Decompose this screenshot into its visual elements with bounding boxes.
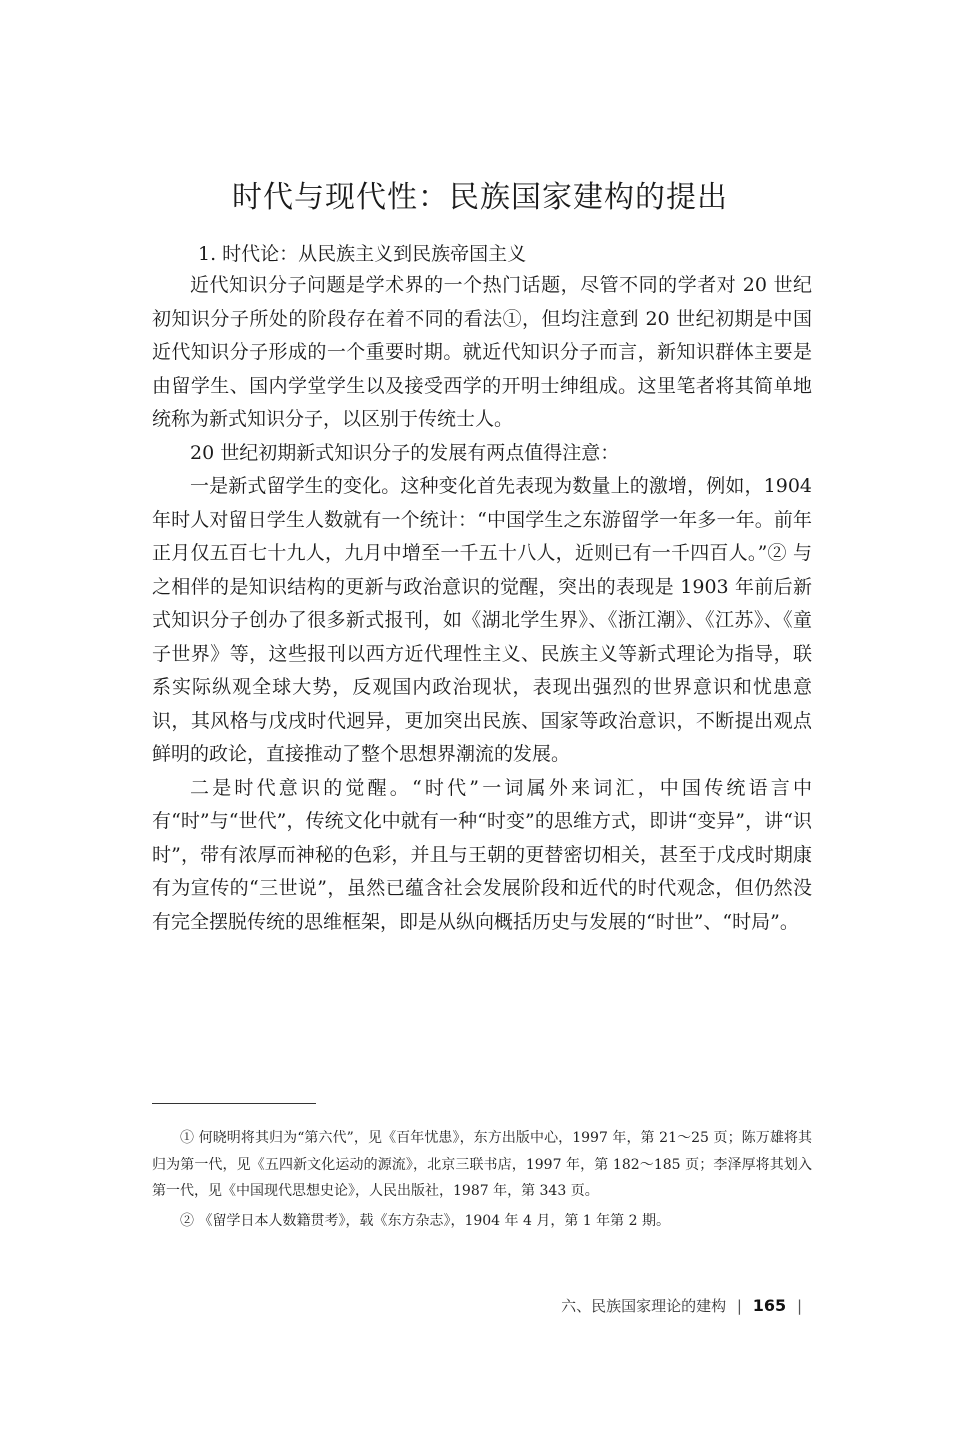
- paragraph-4: 二是时代意识的觉醒。“时代”一词属外来词汇，中国传统语言中有“时”与“世代”，传统文化中就有一种“时变”的思维方式，即讲“变异”，讲“识时”，带有浓厚而神秘的色彩，并且与王朝的更替密切相关，甚至于戊戌时期康有为宣传的“三世说”，虽然已蕴含社会发展阶段和近代的时代观念，但仍然没有完全摆脱传统的思维框架，即是从纵向概括历史与发展的“时世”、“时局”。: [152, 776, 812, 933]
- chapter-title: 六、民族国家理论的建构: [561, 1297, 727, 1315]
- page-title: 时代与现代性：民族国家建构的提出: [232, 180, 728, 215]
- footnote-2: ② 《留学日本人数籍贯考》，载《东方杂志》，1904 年 4 月，第 1 年第 2 期。: [180, 1212, 670, 1229]
- body-text: [152, 269, 812, 939]
- paragraph-2: 20 世纪初期新式知识分子的发展有两点值得注意：: [190, 441, 620, 464]
- footnote-divider: [152, 1103, 316, 1104]
- footer-separator: |: [736, 1297, 742, 1315]
- paragraph-3: 一是新式留学生的变化。这种变化首先表现为数量上的激增，例如，1904 年时人对留日学生人数就有一个统计：“中国学生之东游留学一年多一年。前年正月仅五百七十九人，九月中增至一千五十八人，近则已有一千四百人。”② 与之相伴的是知识结构的更新与政治意识的觉醒，突出的表现是 1903 年前后新式知识分子创办了很多新式报刊，如《湖北学生界》、《浙江潮》、《江苏》、《童子世界》等，这些报刊以西方近代理性主义、民族主义等新式理论为指导，联系实际纵观全球大势，反观国内政治现状，表现出强烈的世界意识和忧患意识，其风格与戊戌时代迥异，更加突出民族、国家等政治意识，不断提出观点鲜明的政论，直接推动了整个思想界潮流的发展。: [152, 475, 812, 765]
- paragraph-1: 近代知识分子问题是学术界的一个热门话题，尽管不同的学者对 20 世纪初知识分子所处的阶段存在着不同的看法①，但均注意到 20 世纪初期是中国近代知识分子形成的一个重要时期。就近代知识分子而言，新知识群体主要是由留学生、国内学堂学生以及接受西学的开明士绅组成。这里笔者将其简单地统称为新式知识分子，以区别于传统士人。: [152, 274, 812, 430]
- section-heading: 1. 时代论：从民族主义到民族帝国主义: [198, 243, 527, 265]
- footnotes: [152, 1125, 812, 1237]
- footer-end-separator: |: [796, 1297, 802, 1315]
- footnote-1: ① 何晓明将其归为“第六代”，见《百年忧患》，东方出版中心，1997 年，第 21～25 页；陈万雄将其归为第一代，见《五四新文化运动的源流》，北京三联书店，1997 年，第 182～185 页；李泽厚将其划入第一代，见《中国现代思想史论》，人民出版社，1987 年，第 343 页。: [152, 1130, 812, 1199]
- running-footer: [561, 1295, 808, 1316]
- page-number: 165: [752, 1296, 787, 1315]
